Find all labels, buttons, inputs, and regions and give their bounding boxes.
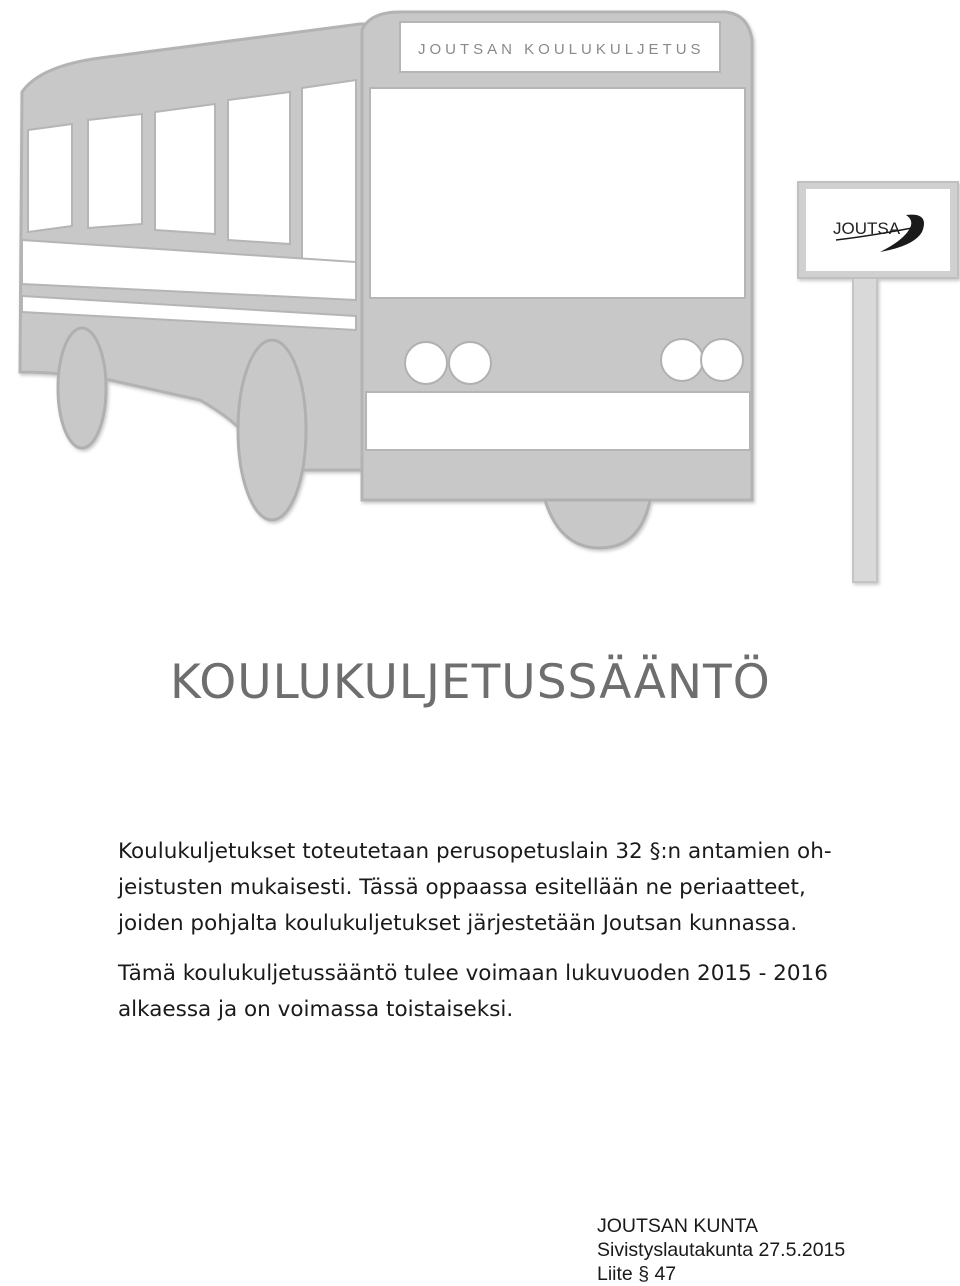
text-line: Koulukuljetukset toteutetaan perusopetuslain 32 §:n antamien oh- <box>118 839 832 864</box>
joutsa-logo-text: JOUTSA <box>833 219 901 238</box>
bus-headlight <box>449 342 491 384</box>
document-footer <box>597 1214 845 1286</box>
bus-side-window <box>28 124 72 232</box>
bus-headlight <box>661 339 703 381</box>
footer-committee-date: Sivistyslautakunta 27.5.2015 <box>597 1239 846 1261</box>
bus-headlight <box>701 339 743 381</box>
cover-illustration <box>0 0 960 600</box>
bus-stop-pole <box>853 278 877 582</box>
bus-side-window <box>155 104 215 234</box>
footer-organization: JOUTSAN KUNTA <box>597 1215 759 1237</box>
bus-destination-text: JOUTSAN KOULUKULJETUS <box>418 41 705 58</box>
bus-stop-sign <box>798 182 958 582</box>
text-line: jeistusten mukaisesti. Tässä oppaassa esitellään ne periaatteet, <box>118 875 806 900</box>
text-line: joiden pohjalta koulukuljetukset järjestetään Joutsan kunnassa. <box>118 911 798 936</box>
text-line: Tämä koulukuljetussääntö tulee voimaan lukuvuoden 2015 - 2016 <box>118 961 828 986</box>
footer-appendix: Liite § 47 <box>597 1263 677 1285</box>
bus-front-wheel <box>238 340 306 520</box>
bus-windshield <box>370 88 745 298</box>
intro-paragraph-2 <box>118 956 878 1028</box>
bus-side-window <box>88 114 142 228</box>
intro-paragraph-1 <box>118 834 878 942</box>
bus-rear-wheel <box>58 328 106 448</box>
text-line: alkaessa ja on voimassa toistaiseksi. <box>118 997 514 1022</box>
bus-front-bumper-wheel <box>545 500 650 548</box>
bus-headlight <box>405 342 447 384</box>
document-title: KOULUKULJETUSSÄÄNTÖ <box>170 655 771 710</box>
bus-illustration <box>20 12 752 548</box>
bus-bumper <box>366 392 750 450</box>
bus-side-window <box>228 92 290 244</box>
intro-text <box>118 834 878 1028</box>
